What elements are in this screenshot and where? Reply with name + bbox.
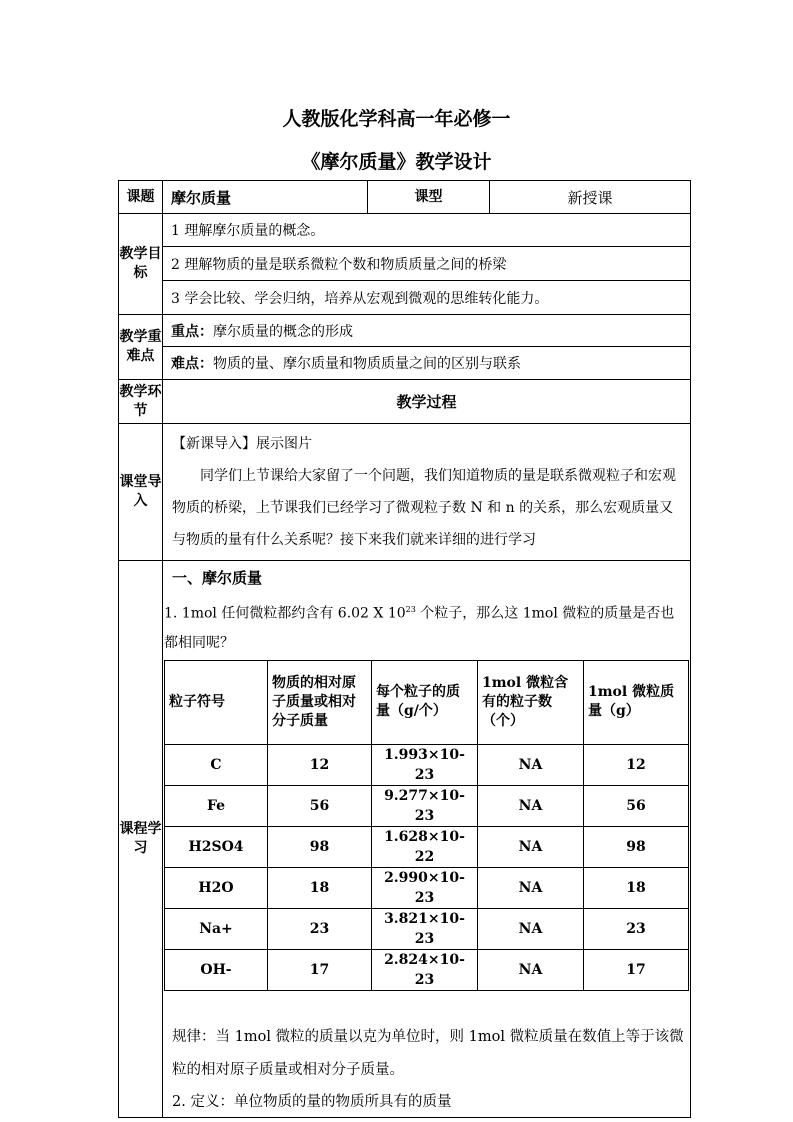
table-cell: 17 [268,949,372,990]
table-cell: 98 [584,826,689,867]
lesson-type-label: 课型 [368,181,490,214]
focus-point [163,315,691,347]
topic-row [119,181,691,214]
table-cell: 23 [268,908,372,949]
table-cell: 56 [584,785,689,826]
process-label: 教学环节 [119,380,163,424]
table-row [165,867,689,908]
table-cell: 12 [584,744,689,785]
table-cell: Na+ [165,908,268,949]
table-cell: 12 [268,744,372,785]
topic-label: 课题 [119,181,163,214]
table-row [165,785,689,826]
process-row [119,380,691,424]
table-cell: 18 [268,867,372,908]
section-title: 一、摩尔质量 [172,569,263,587]
table-cell: 23 [584,908,689,949]
table-row [165,744,689,785]
table-header: 粒子符号 [165,660,268,744]
table-cell: NA [478,908,584,949]
difficulty-label: 难点： [171,356,213,372]
table-cell: 2.990×10-23 [372,867,478,908]
intro-content [163,424,691,561]
table-row [165,826,689,867]
objective-row [119,247,691,281]
objective-item: 3 学会比较、学会归纳，培养从宏观到微观的思维转化能力。 [163,281,691,315]
lesson-plan-table [118,180,691,1118]
intro-heading: 【新课导入】展示图片 [172,436,312,452]
table-header: 每个粒子的质量（g/个） [372,660,478,744]
table-cell: C [165,744,268,785]
table-cell: NA [478,785,584,826]
table-cell: NA [478,949,584,990]
course-label: 课程学习 [119,561,163,1118]
table-cell: 2.824×10-23 [372,949,478,990]
objective-row [119,281,691,315]
document-title: 人教版化学科高一年必修一 [282,108,511,130]
table-row [165,908,689,949]
table-cell: NA [478,867,584,908]
table-cell: OH- [165,949,268,990]
table-cell: 98 [268,826,372,867]
document-subtitle: 《摩尔质量》教学设计 [301,151,492,173]
table-header-row [165,660,689,744]
table-cell: 56 [268,785,372,826]
table-cell: 9.277×10-23 [372,785,478,826]
topic-value: 摩尔质量 [163,181,368,214]
molar-mass-table [164,660,689,991]
table-header: 1mol 微粒含有的粒子数（个） [478,660,584,744]
question-before: 1. 1mol 任何微粒都约含有 6.02 X 10 [164,605,406,622]
question-superscript: 23 [405,605,416,614]
table-row [165,949,689,990]
objective-item: 1 理解摩尔质量的概念。 [163,214,691,247]
key-point-row [119,315,691,347]
table-cell: NA [478,744,584,785]
rule-text: 规律：当 1mol 微粒的质量以克为单位时，则 1mol 微粒质量在数值上等于该微粒的相对原子质量或相对分子质量。 [172,1028,684,1078]
table-cell: 1.993×10-23 [372,744,478,785]
course-content [163,561,691,1118]
table-cell: 1.628×10-22 [372,826,478,867]
course-row [119,561,691,1118]
table-cell: 18 [584,867,689,908]
table-cell: NA [478,826,584,867]
objectives-label: 教学目标 [119,214,163,315]
objective-item: 2 理解物质的量是联系微粒个数和物质质量之间的桥梁 [163,247,691,281]
table-cell: 3.821×10-23 [372,908,478,949]
table-header: 物质的相对原子质量或相对分子质量 [268,660,372,744]
intro-paragraph: 同学们上节课给大家留了一个问题，我们知道物质的量是联系微观粒子和宏观物质的桥梁，上节课我们已经学习了微观粒子数 N 和 n 的关系，那么宏观质量又与物质的量有什么关系呢？接下来我们就来详细的进行学习 [172,468,676,548]
table-cell: 17 [584,949,689,990]
table-cell: H2SO4 [165,826,268,867]
lesson-type-value: 新授课 [490,181,691,214]
focus-text: 摩尔质量的概念的形成 [213,323,353,340]
table-cell: Fe [165,785,268,826]
intro-row [119,424,691,561]
key-point-row [119,347,691,380]
difficulty-point [163,347,691,380]
focus-label: 重点： [171,323,213,340]
difficulty-text: 物质的量、摩尔质量和物质质量之间的区别与联系 [213,356,521,372]
objective-row [119,214,691,247]
key-points-label: 教学重难点 [119,315,163,380]
table-header: 1mol 微粒质量（g） [584,660,689,744]
question-text [163,595,690,658]
intro-label: 课堂导入 [119,424,163,561]
definition-text: 2. 定义：单位物质的量的物质所具有的质量 [172,1093,452,1110]
table-cell: H2O [165,867,268,908]
question-after: 个粒子，那么这 1mol 微粒的质量是否也都相同呢？ [164,605,675,651]
process-heading: 教学过程 [163,380,691,424]
